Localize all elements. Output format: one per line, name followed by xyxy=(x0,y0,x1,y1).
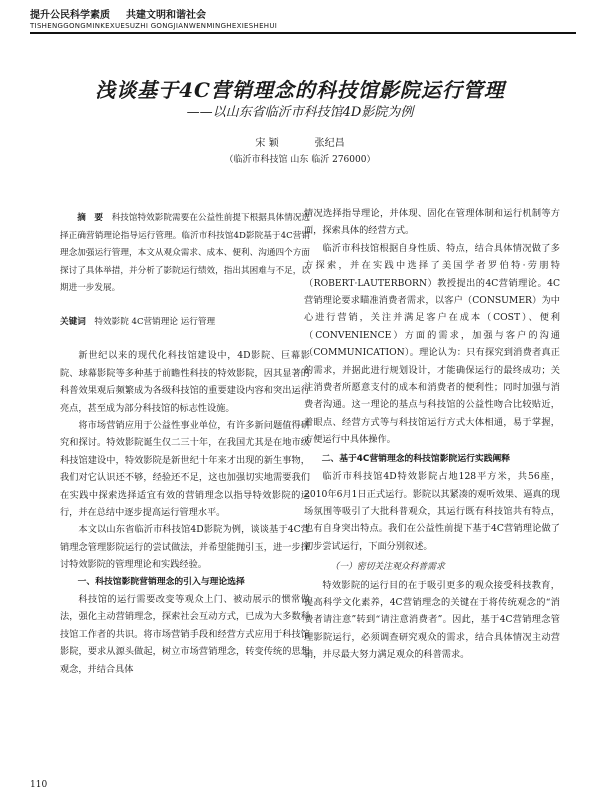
abstract-label: 摘 要 xyxy=(77,213,104,223)
affiliation: （临沂市科技馆 山东 临沂 276000） xyxy=(224,155,376,165)
abstract-text: 科技馆特效影院需要在公益性前提下根据具体情况选择正确营销理论指导运行管理。临沂市科技馆4D影院基于4C营销理念加强运行管理，本文从观众需求、成本、便利、沟通四个方面探讨了具体举措，并分析了影院运行绩效，指出其困难与不足，以期进一步发展。 xyxy=(60,213,310,294)
body-paragraph: 将市场营销应用于公益性事业单位，有许多新问题值得研究和探讨。特效影院诞生仅二三十年，在我国尤其是在地市级科技馆建设中，特效影院是新世纪十年来才出现的新生事物，我们对它认识还不够，经验还不足，这也加强切实地需要我们在实践中探索选择适宜有效的营销理念以指导特效影院的运行，并在总结中逐步提高运行管理水平。 xyxy=(60,420,310,519)
abstract xyxy=(60,210,310,298)
author-2: 张纪昌 xyxy=(314,138,345,149)
author-1: 宋 颖 xyxy=(255,138,279,149)
running-head-pinyin: TISHENGGONGMINKEXUESUZHI GONGJIANWENMINGHEXIESHEHUI xyxy=(30,22,278,30)
right-column xyxy=(304,205,560,664)
keywords xyxy=(60,314,310,331)
running-head-title xyxy=(30,6,500,21)
section-heading: 二、基于4C营销理念的科技馆影院运行实践阐释 xyxy=(321,453,511,464)
section-heading: 一、科技馆影院营销理念的引入与理论选择 xyxy=(77,576,245,587)
journal-subtitle: 共建文明和谐社会 xyxy=(126,10,206,21)
article-subtitle: ——以山东省临沂市科技馆4D影院为例 xyxy=(186,105,414,120)
body-paragraph: 本文以山东省临沂市科技馆4D影院为例，谈谈基于4C营销理念管理影院运行的尝试做法，并希望能抛引玉，进一步探讨特效影院的管理理论和实践经验。 xyxy=(60,524,310,571)
left-column xyxy=(60,210,310,678)
body-paragraph: 临沂市科技馆根据自身性质、特点，结合具体情况做了多方探索，并在实践中选择了美国学者罗伯特·劳朋特（ROBERT·LAUTERBORN）教授提出的4C营销理论。4C营销理论要求瞄准消费者需求，以客户（CONSUMER）为中心进行营销，关注并满足客户在成本（COST）、便利（CONVENIENCE）方面的需求，加强与客户的沟通（COMMUNICATION）。理论认为：只有探究到消费者真正的需求，并据此进行规划设计，才能确保运行的最终成功；关注消费者所愿意支付的成本和消费者的便利性；同时加强与消费者沟通。这一理论的基点与科技馆的公益性吻合比较贴近，着眼点、经营方式等与科技馆运行方式大体相通，易于掌握，方便运行中具体操作。 xyxy=(304,242,560,446)
body-paragraph: 新世纪以来的现代化科技馆建设中，4D影院、巨幕影院、球幕影院等多种基于前瞻性科技的特效影院，因其显著的科普效果观后频繁成为各级科技馆的重要建设内容和突出运行亮点，甚至成为部分科技馆的标志性设施。 xyxy=(60,350,310,414)
journal-name: 提升公民科学素质 xyxy=(30,10,110,21)
page-number: 110 xyxy=(30,780,48,790)
article-title: 浅谈基于4C营销理念的科技馆影院运行管理 xyxy=(95,78,505,102)
keywords-text: 特效影院 4C营销理论 运行管理 xyxy=(94,316,216,327)
body-paragraph: 临沂市科技馆4D特效影院占地128平方米，共56座，2010年6月1日正式运行。影院以其紧凑的观听效果、逼真的现场氛围等吸引了大批科普观众，其运行既有科技馆共有特点，也有自身突出特点。我们在公益性前提下基于4C营销理论做了初步尝试运行，下面分别叙述。 xyxy=(304,471,560,552)
body-paragraph: 科技馆的运行需要改变等观众上门、被动展示的惯常做法，强化主动营销理念，探索社会互动方式，已成为大多数科技馆工作者的共识。将市场营销手段和经营方式应用于科技馆影院，要求从源头做起，树立市场营销理念，转变传统的思想观念，并结合具体 xyxy=(60,594,310,675)
body-paragraph: 情况选择指导理论，并体现、固化在管理体制和运行机制等方面，探索具体的经营方式。 xyxy=(304,208,560,237)
header-rule xyxy=(30,32,576,34)
subsection-heading: （一）密切关注观众科普需求 xyxy=(330,562,445,573)
authors xyxy=(0,134,600,149)
keywords-label: 关键词 xyxy=(60,316,86,327)
body-paragraph: 特效影院的运行目的在于吸引更多的观众接受科技教育，提高科学文化素养，4C营销理念的关键在于将传统观念的“消费者请注意”转到“请注意消费者”。因此，基于4C营销理念管理影院运行，必须调查研究观众的需求，结合具体情况主动营销，并尽最大努力满足观众的科普需求。 xyxy=(304,579,560,661)
running-head xyxy=(30,6,500,30)
